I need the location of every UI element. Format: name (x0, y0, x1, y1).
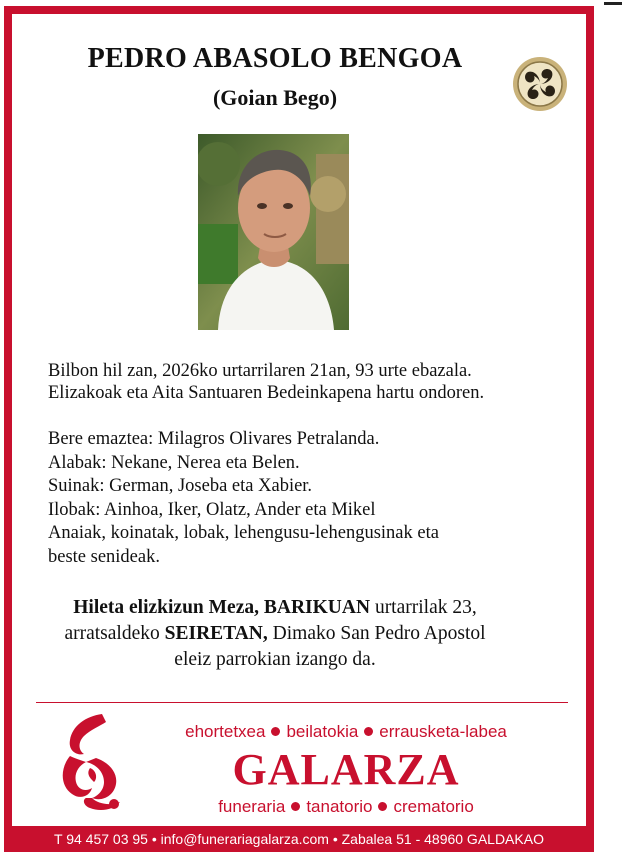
service-funeraria: funeraria (218, 797, 286, 816)
death-notice (48, 360, 484, 404)
service-beilatokia: beilatokia (286, 722, 359, 741)
funeral-afternoon: arratsaldeko (64, 623, 160, 644)
family-relatives-1: Anaiak, koinatak, lobak, lehengusu-lehengusinak eta (48, 523, 439, 543)
family-grandchildren: Ilobak: Ainhoa, Iker, Olatz, Ander eta Mikel (48, 499, 376, 520)
scan-edge-mark (604, 2, 622, 5)
service-errausketa-labea: errausketa-labea (379, 722, 507, 741)
bullet-dot (291, 802, 300, 811)
death-notice-line-2: Elizakoak eta Aita Santuaren Bedeinkapena hartu ondoren. (48, 383, 485, 403)
bullet-dot (378, 802, 387, 811)
deceased-nickname: (Goian Bego) (212, 85, 338, 110)
bullet-dot (271, 727, 280, 736)
funeral-mass-label: Hileta elizkizun Meza, (73, 597, 259, 618)
family-daughters: Alabak: Nekane, Nerea eta Belen. (48, 452, 300, 473)
family-list (48, 428, 439, 569)
service-tanatorio: tanatorio (306, 797, 373, 816)
portrait-photo (198, 134, 349, 330)
company-brand: GALARZA (232, 745, 460, 794)
death-notice-line-1: Bilbon hil zan, 2026ko urtarrilaren 21an, 93 urte ebazala. (48, 361, 472, 381)
services-spanish (142, 797, 550, 817)
funeral-line-2 (40, 621, 510, 647)
service-ehortetxea: ehortetxea (185, 722, 266, 741)
contact-bar: T 94 457 03 95 • info@funerariagalarza.com • Zabalea 51 - 48960 GALDAKAO (12, 826, 586, 852)
funeral-time: SEIRETAN, (164, 623, 268, 644)
funeral-place: Dimako San Pedro Apostol (272, 623, 486, 644)
family-spouse: Bere emaztea: Milagros Olivares Petralanda. (48, 429, 380, 449)
family-relatives-2: beste senideak. (48, 546, 160, 567)
services-basque (142, 722, 550, 742)
lauburu-icon (512, 56, 568, 112)
deceased-name: PEDRO ABASOLO BENGOA (87, 43, 463, 74)
funeral-line-3: eleiz parrokian izango da. (174, 649, 376, 670)
service-crematorio: crematorio (393, 797, 474, 816)
footer-divider (36, 702, 568, 703)
funeral-line-1 (40, 595, 510, 621)
bullet-dot (364, 727, 373, 736)
galarza-logo-icon (56, 712, 128, 814)
family-sons-in-law: Suinak: German, Joseba eta Xabier. (48, 476, 313, 496)
funeral-date: urtarrilak 23, (374, 597, 477, 618)
funeral-announcement (40, 595, 510, 673)
funeral-day: BARIKUAN (263, 597, 371, 618)
